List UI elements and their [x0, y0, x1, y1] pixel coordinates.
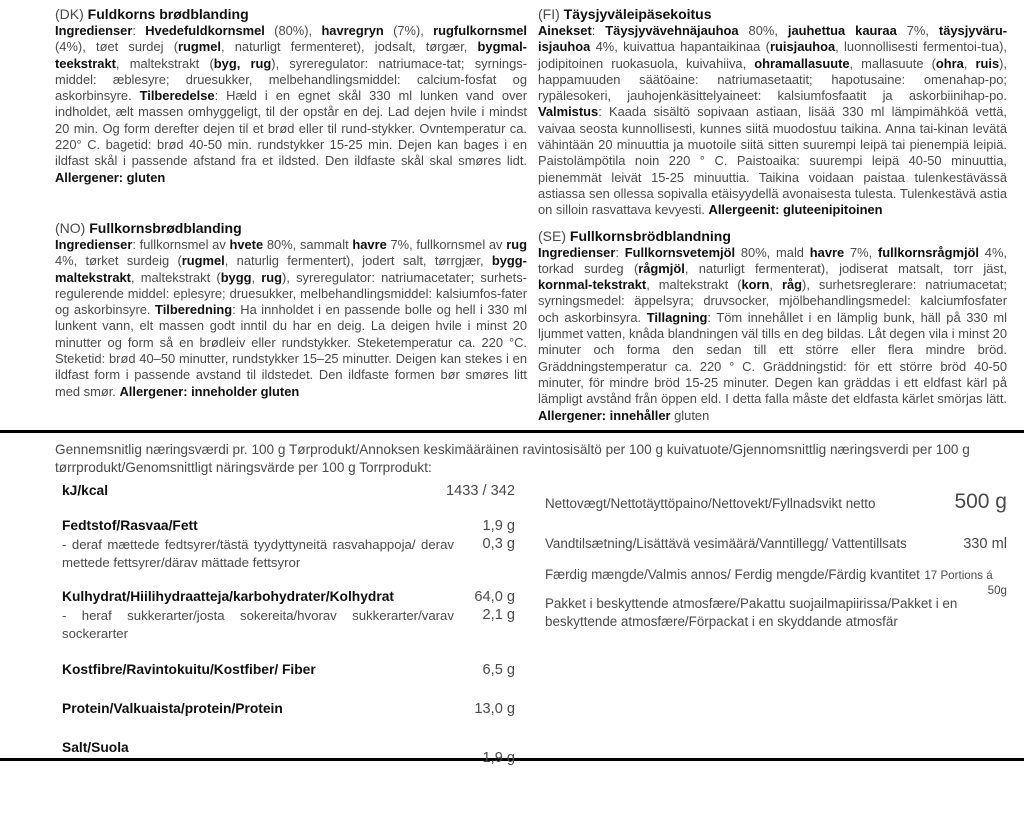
carbohydrate-label: Kulhydrat/Hiilihydraatteja/karbohydrater/Kolhydrat [62, 589, 394, 604]
dk-panel-title [55, 6, 527, 23]
fiber-label: Kostfibre/Ravintokuitu/Kostfiber/ Fiber [62, 662, 316, 677]
sugars-row [62, 607, 515, 643]
fiber-row [62, 662, 515, 678]
fi-product-name: Täysjyväleipäsekoitus [563, 6, 712, 22]
no-panel-title [55, 220, 527, 237]
no-panel-body: Ingredienser: fullkornsmel av hvete 80%, sammalt havre 7%, fullkornsmel av rug 4%, tørket surdeig (rugmel, naturlig fermentert), jodert salt, tørrgjær, bygg-maltekstrakt, maltekstrakt (bygg, rug), syreregulator: natriumacetater; surhets-regulerende middel: eplesyre; druesukker, melbehandlingsmiddel: kalsiumfos-fater og askorbinsyre. Tilberedning: Ha innholdet i en passende bolle og hell i 330 ml lunkent vann, elt massen godt inntil du har en deig. La deigen hvile i minst 20 minutter og form så en brødleiv eller rundstykker. Steketemperatur ca. 220 °C. Steketid: brød 40–50 minutter, rundstykker 15–25 minutter. Deigen kan stekes i en ildfast form i passende avstand til ildstedet. Den ildfaste formen bør smøres litt med smør. Allergener: inneholder gluten [55, 236, 527, 399]
fat-value: 1,9 g [482, 518, 515, 534]
saturated-fat-value: 0,3 g [482, 536, 515, 552]
left-text-column [55, 6, 527, 400]
packed-atmosphere-note: Pakket i beskyttende atmosfære/Pakattu suojailmapiirissa/Pakket i en beskyttende atmosfære/Förpackat i en skyddande atmosfär [545, 596, 958, 629]
portions-count: 17 Portions á [924, 569, 993, 582]
dk-panel-body: Ingredienser: Hvedefuldkornsmel (80%), havregryn (7%), rugfulkornsmel (4%), tøet surdej (rugmel, naturligt fermenteret), jodsalt, tørgær, bygmal-teekstrakt, maltekstrakt (byg, rug), syreregulator: natriumace-tat; syrnings-middel: æblesyre; druesukker, melbehandlingsmiddel: calcium-fosfat og askorbinsyre. Tilberedelse: Hæld i en egnet skål 330 ml lunken vand over indholdet, ælt massen omhyggeligt, til der opstår en dej. Lad dejen hvile i mindst 20 min. Og form derefter dejen til et brød eller til rund-stykker. Ovntemperatur ca. 220° C. bagetid: brød 40-50 min. rundstykker 15-25 min. Dejen kan bages i en ildfast skål i passende afstand fra et ildsted. Den ildfaste skål skal smøres lidt. Allergener: gluten [55, 23, 527, 185]
net-weight-row [545, 490, 1007, 514]
energy-value: 1433 / 342 [446, 483, 515, 499]
nutrition-table-header: Gennemsnitlig næringsværdi pr. 100 g Tørprodukt/Annoksen keskimääräinen ravintosisältö per 100 g kuivatuote/Gjennomsnittlig næringsverdi per 100 g tørrprodukt/Genomsnittligt näringsvärde per 100 g Torrprodukt: [55, 442, 970, 475]
energy-row [62, 483, 515, 499]
se-panel-title [538, 228, 1007, 245]
water-addition-row [545, 536, 1007, 552]
carbohydrate-row [62, 589, 515, 605]
salt-row [62, 740, 515, 766]
water-addition-value: 330 ml [963, 536, 1007, 552]
se-panel-body: Ingredienser: Fullkornsvetemjöl 80%, mald havre 7%, fullkornsrågmjöl 4%, torkad surdeg (rågmjöl, naturligt fermenterat), jodiserat matsalt, torr jäst, kornmal-tekstrakt, maltekstrakt (korn, råg), surhetsreglerare: natriumacetat; syrningsmedel: äppelsyra; druvsocker, mjölbehandlingsmedel: kalciumfosfater och askorbinsyra. Tillagning: Töm innehållet i en lämplig bunk, häll på 330 ml ljummet vatten, knåda blandningen väl tills en deg bildas. Låt degen vila i minst 20 minuter och forma den sedan till ett större eller flera mindre bröd. Gräddningstemperatur ca. 220 ° C. Gräddningstid: för ett större bröd 40-50 minuter, för mindre bröd 15-25 minuter. Degen kan gräddas i ett eldfast kärl på lämpligt avstånd från öppen eld. I detta falla måste det eldfasta kärlet smörjas lätt. Allergener: innehåller gluten [538, 244, 1007, 423]
finished-quantity-row [545, 567, 1007, 598]
dk-product-name: Fuldkorns brødblanding [87, 6, 249, 22]
dk-ingredients-panel [55, 6, 527, 186]
energy-label: kJ/kcal [62, 483, 109, 498]
sugars-value: 2,1 g [482, 607, 515, 623]
saturated-fat-row [62, 536, 515, 572]
dk-language-code: (DK) [55, 6, 88, 22]
water-addition-label: Vandtilsætning/Lisättävä vesimäärä/Vanntillegg/ Vattentillsats [545, 536, 907, 551]
saturated-fat-label: - deraf mættede fedtsyrer/tästä tyydyttyneitä rasvahappoja/ derav mettede fettsyrer/därav mättade fettsyror [62, 537, 454, 570]
fi-panel-body: Ainekset: Täysjyvävehnäjauhoa 80%, jauhettua kauraa 7%, täysjyväru-isjauhoa 4%, kuivattua hapantaikinaa (ruisjauhoa, luonnollisesti fermentoi-tua), jodipitoinen ruokasuola, kuivahiiva, ohramallasuute, mallasuute (ohra, ruis), happamuuden säätöaine: natriumasetaatit; hapotusaine: omenahap-po; rypälesokeri, jauhojenkäsittelyaineet: kalsiumfosfaatit ja askorbiinihap-po. Valmistus: Kaada sisältö sopivaan astiaan, lisää 330 ml lämpimähköä vettä, vaivaa seosta kunnollisesti, kunnes siitä muodostuu taikina. Anna tai-kinan levätä vähintään 20 minuuttia ja muotoile siitä sitten suurempi leipä tai pienempiä leipiä. Paistolämpötila noin 220 ° C. Paistoaika: suurempi leipä 40-50 minuuttia, pienemmät leivät 15-25 minuuttia. Taikina voidaan paistaa tulenkestävässä astiassa sen ollessa sopivalla etäisyydellä avonaisesta tulesta. Tulenkestävä astia on silloin rasvattava kevyesti. Allergeenit: gluteenipitoinen [538, 23, 1008, 218]
nutrition-top-divider [0, 430, 1024, 433]
sugars-label: - heraf sukkerarter/josta sokereita/hvorav sukkerarter/varav sockerarter [62, 608, 454, 641]
protein-value: 13,0 g [474, 701, 515, 717]
protein-row [62, 701, 515, 717]
no-language-code: (NO) [55, 219, 90, 236]
fi-ingredients-panel [538, 6, 1007, 219]
se-ingredients-panel [538, 228, 1007, 424]
se-language-code: (SE) [538, 227, 570, 244]
no-ingredients-panel [55, 220, 527, 400]
net-weight-value: 500 g [954, 490, 1007, 513]
carbohydrate-value: 64,0 g [474, 589, 515, 605]
portion-size: 50g [987, 584, 1007, 597]
salt-label: Salt/Suola [62, 740, 129, 755]
fi-panel-title [538, 6, 1007, 23]
right-text-column [538, 6, 1007, 424]
protein-label: Protein/Valkuaista/protein/Protein [62, 701, 283, 716]
se-product-name: Fullkornsbrödblandning [569, 227, 731, 244]
fat-label: Fedtstof/Rasvaa/Fett [62, 518, 198, 533]
net-weight-label: Nettovægt/Nettotäyttöpaino/Nettovekt/Fyllnadsvikt netto [545, 496, 876, 511]
fat-row [62, 518, 515, 534]
no-product-name: Fullkornsbrødblanding [89, 219, 242, 236]
fi-language-code: (FI) [538, 6, 564, 22]
finished-quantity-label: Færdig mængde/Valmis annos/ Ferdig mengde/Färdig kvantitet [545, 567, 920, 582]
fiber-value: 6,5 g [482, 662, 515, 678]
salt-value: 1,9 g [482, 750, 515, 766]
